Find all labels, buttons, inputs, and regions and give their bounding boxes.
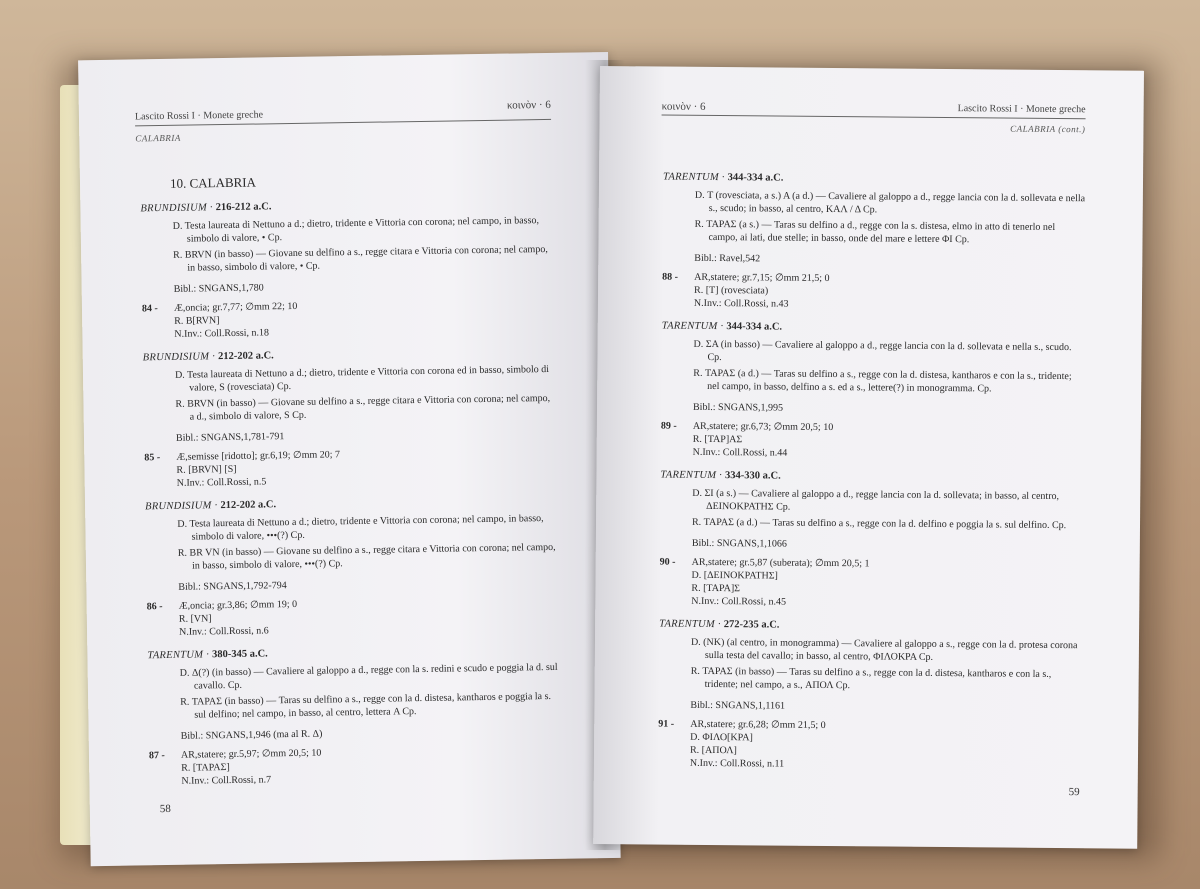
entry-bibl: Bibl.: SNGANS,1,780 xyxy=(173,282,264,295)
entry-date: 344-334 a.C. xyxy=(727,172,784,184)
coin-line: R. [BRVN] [S] xyxy=(176,463,237,476)
coin-record xyxy=(659,556,1083,612)
entry-date: 380-345 a.C. xyxy=(211,648,268,661)
running-head: Lascito Rossi I · Monete greche xyxy=(957,103,1086,116)
entry-bibl: Bibl.: SNGANS,1,792-794 xyxy=(178,580,287,593)
coin-number: 89 - xyxy=(660,420,677,432)
right-page xyxy=(593,66,1144,849)
entry-place: TARENTUM xyxy=(662,171,719,184)
coin-line: N.Inv.: Coll.Rossi, n.44 xyxy=(692,446,788,459)
coin-line: D. ΦΙΛΟ[ΚΡΑ] xyxy=(690,731,753,744)
coin-number: 90 - xyxy=(659,556,676,568)
entry-date: 272-235 a.C. xyxy=(723,619,780,631)
entry-reverse: R. ΤΑΡΑΣ (a d.) — Taras su delfino a s., regge con la d. delfino e poggia la s. sul delfino. Cp. xyxy=(691,516,1067,532)
running-head: Lascito Rossi I · Monete greche xyxy=(134,109,264,123)
entry-reverse: R. ΤΑΡΑΣ (in basso) — Taras su delfino a s., regge con la d. distesa, kantharos e poggia la s. sul delfino; nel campo, in basso, al centro, lettera Α Cp. xyxy=(180,690,552,721)
entry-obverse: D. Testa laureata di Nettuno a d.; dietro, tridente e Vittoria con corona; nel campo, in basso, simbolo di valore, • Cp. xyxy=(172,215,540,245)
entry-place: BRUNDISIUM xyxy=(142,351,210,364)
entry-reverse: R. ΤΑΡΑΣ (a s.) — Taras su delfino a d., regge con la s. distesa, elmo in atto di tenerlo nel campo, ai lati, due stelle; in basso, onde del mare e lettere ΦΙ Cp. xyxy=(694,218,1056,246)
entry-date: 212-202 a.C. xyxy=(217,350,274,363)
running-head-right: κοινὸν · 6 xyxy=(506,98,551,112)
entry-bibl: Bibl.: SNGANS,1,995 xyxy=(692,401,784,414)
entry-place: TARENTUM xyxy=(660,469,717,482)
catalog-entry: BRUNDISIUM · 212-202 a.C. D. Testa laureata di Nettuno a d.; dietro, tridente e Vittoria con corona; nel campo, in basso, simbolo di valore, •••(?) Cp. R. BR VN (in basso) — Giovane su delfino a s., regge citara e Vittoria con corona; nel campo, in basso, simbolo di valore, •••(?) Cp. Bibl.: SNGANS,1,792-794 86 - Æ,oncia; gr.3,86; ∅mm 19; 0 R. [VN] N.Inv.: Coll.Rossi, n.6 xyxy=(145,494,559,639)
entry-reverse: R. ΤΑΡΑΣ (a d.) — Taras su delfino a s., regge con la d. distesa, kantharos e con la s., tridente; nel campo, in basso, delfino a s. ed a s., lettere(?) in monogramma. Cp. xyxy=(693,367,1072,395)
coin-record xyxy=(661,420,1085,463)
coin-line: Æ,semisse [ridotto]; gr.6,19; ∅mm 20; 7 xyxy=(176,449,341,463)
coin-number: 86 - xyxy=(146,601,163,613)
coin-number: 87 - xyxy=(148,750,165,762)
coin-line: N.Inv.: Coll.Rossi, n.45 xyxy=(691,595,787,608)
left-content xyxy=(140,171,562,798)
coin-line: Æ,oncia; gr.7,77; ∅mm 22; 10 xyxy=(173,300,298,314)
entry-obverse: D. Testa laureata di Nettuno a d.; dietro, tridente e Vittoria con corona ed in basso, simbolo di valore, S (rovesciata) Cp. xyxy=(174,363,550,394)
catalog-entry: TARENTUM · 272-235 a.C. D. (NK) (al centro, in monogramma) — Cavaliere al galoppo a s., regge con la d. protesa corona sulla testa del cavallo; in basso, al centro, ΦΙΛΟΚΡΑ Cp. R. ΤΑΡΑΣ (in basso) — Taras su delfino a s., regge con la d. distesa, kantharos e con la s., tridente; nel campo, a s., ΑΠΟΛ Cp. Bibl.: SNGANS,1,1161 91 - AR,statere; gr.6,28; ∅mm 21,5; 0 D. ΦΙΛΟ[ΚΡΑ] R. [ΑΠΟΛ] N.Inv.: Coll.Rossi, n.11 xyxy=(658,618,1083,774)
catalog-entry: TARENTUM · 344-334 a.C. D. ΣΑ (in basso) — Cavaliere al galoppo a d., regge lancia con la d. sollevata e nella s., scudo. Cp. R. ΤΑΡΑΣ (a d.) — Taras su delfino a s., regge con la d. distesa, kantharos e con la s., tridente; nel campo, in basso, delfino a s. ed a s., lettere(?) in monogramma. Cp. Bibl.: SNGANS,1,995 89 - AR,statere; gr.6,73; ∅mm 20,5; 10 R. [ΤΑΡ]ΑΣ N.Inv.: Coll.Rossi, n.44 xyxy=(661,320,1086,463)
coin-line: Æ,oncia; gr.3,86; ∅mm 19; 0 xyxy=(178,598,298,612)
entry-obverse: D. Δ(?) (in basso) — Cavaliere al galoppo a d., regge con la s. redini e scudo e poggia la d. sul cavallo. Cp. xyxy=(179,661,558,692)
coin-number: 91 - xyxy=(658,718,675,730)
entry-place: BRUNDISIUM xyxy=(140,202,208,215)
entry-place: BRUNDISIUM xyxy=(145,500,212,513)
coin-line: AR,statere; gr.5,87 (suberata); ∅mm 20,5; 1 xyxy=(691,556,870,570)
coin-line: N.Inv.: Coll.Rossi, n.11 xyxy=(689,757,785,770)
coin-record xyxy=(658,718,1082,774)
entry-bibl: Bibl.: Ravel,542 xyxy=(694,252,761,265)
entry-place: TARENTUM xyxy=(661,320,718,333)
coin-line: AR,statere; gr.6,28; ∅mm 21,5; 0 xyxy=(690,718,826,731)
entry-reverse: R. ΤΑΡΑΣ (in basso) — Taras su delfino a s., regge con la d. distesa, kantharos e con la s., tridente; nel campo, a s., ΑΠΟΛ Cp. xyxy=(690,665,1052,692)
page-number: 59 xyxy=(1068,786,1080,799)
entry-bibl: Bibl.: SNGANS,1,1066 xyxy=(691,537,787,550)
entry-date: 216-212 a.C. xyxy=(215,201,272,214)
right-content xyxy=(658,171,1087,784)
coin-record xyxy=(144,445,557,490)
header-rule xyxy=(662,115,1086,120)
coin-line: N.Inv.: Coll.Rossi, n.43 xyxy=(693,297,789,310)
coin-line: N.Inv.: Coll.Rossi, n.6 xyxy=(178,625,269,638)
left-page xyxy=(78,52,621,866)
coin-line: D. [ΔΕΙΝΟΚΡΑΤΗΣ] xyxy=(691,569,778,582)
entry-place: TARENTUM xyxy=(147,649,204,662)
coin-line: N.Inv.: Coll.Rossi, n.18 xyxy=(174,327,270,340)
catalog-entry: TARENTUM · 380-345 a.C. D. Δ(?) (in basso) — Cavaliere al galoppo a d., regge con la s. redini e scudo e poggia la d. sul cavallo. Cp. R. ΤΑΡΑΣ (in basso) — Taras su delfino a s., regge con la d. distesa, kantharos e poggia la s. sul delfino; nel campo, in basso, al centro, lettera Α Cp. Bibl.: SNGANS,1,946 (ma al R. Δ) 87 - AR,statere; gr.5,97; ∅mm 20,5; 10 R. [ΤΑΡΑΣ] N.Inv.: Coll.Rossi, n.7 xyxy=(147,643,561,788)
entry-bibl: Bibl.: SNGANS,1,781-791 xyxy=(175,431,285,444)
coin-line: AR,statere; gr.6,73; ∅mm 20,5; 10 xyxy=(692,420,834,434)
coin-line: N.Inv.: Coll.Rossi, n.5 xyxy=(176,476,267,489)
catalog-entry: TARENTUM · 344-334 a.C. D. Τ (rovesciata, a s.) Α (a d.) — Cavaliere al galoppo a d., regge lancia con la d. sollevata e nella s., scudo; in basso, al centro, ΚΑΛ / Δ Cp. R. ΤΑΡΑΣ (a s.) — Taras su delfino a d., regge con la s. distesa, elmo in atto di tenerlo nel campo, ai lati, due stelle; in basso, onde del mare e lettere ΦΙ Cp. Bibl.: Ravel,542 88 - AR,statere; gr.7,15; ∅mm 21,5; 0 R. [Τ] (rovesciata) N.Inv.: Coll.Rossi, n.43 xyxy=(662,171,1087,314)
entry-obverse: D. Τ (rovesciata, a s.) Α (a d.) — Cavaliere al galoppo a d., regge lancia con la d. sollevata e nella s., scudo; in basso, al centro, ΚΑΛ / Δ Cp. xyxy=(694,189,1086,216)
section-label: CALABRIA xyxy=(135,132,181,144)
coin-line: N.Inv.: Coll.Rossi, n.7 xyxy=(181,774,272,787)
running-head-left: κοινὸν · 6 xyxy=(661,100,706,113)
coin-record xyxy=(147,594,560,639)
coin-line: R. [ΤΑΡ]ΑΣ xyxy=(692,433,743,446)
coin-number: 88 - xyxy=(662,271,679,283)
entry-obverse: D. (NK) (al centro, in monogramma) — Cavaliere al galoppo a s., regge con la d. protesa corona sulla testa del cavallo; in basso, al centro, ΦΙΛΟΚΡΑ Cp. xyxy=(690,636,1078,663)
entry-date: 334-330 a.C. xyxy=(725,470,781,482)
section-label: CALABRIA (cont.) xyxy=(1010,123,1086,135)
entry-obverse: D. Testa laureata di Nettuno a d.; dietro, tridente e Vittoria con corona; nel campo, in basso, simbolo di valore, •••(?) Cp. xyxy=(177,513,544,543)
coin-line: AR,statere; gr.5,97; ∅mm 20,5; 10 xyxy=(180,747,322,761)
page-number: 58 xyxy=(159,802,171,816)
coin-record xyxy=(149,743,562,788)
entry-reverse: R. BR VN (in basso) — Giovane su delfino a s., regge citara e Vittoria con corona; nel campo, in basso, simbolo di valore, •••(?) Cp. xyxy=(177,541,556,572)
catalog-entry: BRUNDISIUM · 216-212 a.C. D. Testa laureata di Nettuno a d.; dietro, tridente e Vittoria con corona; nel campo, in basso, simbolo di valore, • Cp. R. BRVN (in basso) — Giovane su delfino a s., regge citara e Vittoria con corona; nel campo, in basso, simbolo di valore, • Cp. Bibl.: SNGANS,1,780 84 - Æ,oncia; gr.7,77; ∅mm 22; 10 R. B[RVN] N.Inv.: Coll.Rossi, n.18 xyxy=(140,196,554,341)
entry-obverse: D. ΣΑ (in basso) — Cavaliere al galoppo a d., regge lancia con la d. sollevata e nella s., scudo. Cp. xyxy=(693,338,1072,364)
coin-line: R. B[RVN] xyxy=(174,315,220,327)
coin-line: R. [ΑΠΟΛ] xyxy=(689,744,737,757)
coin-record xyxy=(662,271,1086,314)
entry-reverse: R. BRVN (in basso) — Giovane su delfino a s., regge citara e Vittoria con corona; nel campo, in basso, simbolo di valore, • Cp. xyxy=(173,243,548,274)
entry-date: 212-202 a.C. xyxy=(220,499,277,512)
catalog-entry: BRUNDISIUM · 212-202 a.C. D. Testa laureata di Nettuno a d.; dietro, tridente e Vittoria con corona ed in basso, simbolo di valore, S (rovesciata) Cp. R. BRVN (in basso) — Giovane su delfino a s., regge citara e Vittoria con corona; nel campo, a d., simbolo di valore, S Cp. Bibl.: SNGANS,1,781-791 85 - Æ,semisse [ridotto]; gr.6,19; ∅mm 20; 7 R. [BRVN] [S] N.Inv.: Coll.Rossi, n.5 xyxy=(143,345,557,490)
coin-record xyxy=(142,296,555,341)
section-title: 10. CALABRIA xyxy=(169,174,257,191)
coin-number: 85 - xyxy=(144,452,161,464)
catalog-entry: TARENTUM · 334-330 a.C. D. ΣΙ (a s.) — Cavaliere al galoppo a d., regge lancia con la d. sollevata; in basso, al centro, ΔΕΙΝΟΚΡΑΤΗΣ Cp. R. ΤΑΡΑΣ (a d.) — Taras su delfino a s., regge con la d. delfino e poggia la s. sul delfino. Cp. Bibl.: SNGANS,1,1066 90 - AR,statere; gr.5,87 (suberata); ∅mm 20,5; 1 D. [ΔΕΙΝΟΚΡΑΤΗΣ] R. [ΤΑΡΑ]Σ N.Inv.: Coll.Rossi, n.45 xyxy=(659,469,1084,612)
coin-line: AR,statere; gr.7,15; ∅mm 21,5; 0 xyxy=(694,271,830,285)
coin-line: R. [Τ] (rovesciata) xyxy=(693,284,769,297)
entry-date: 344-334 a.C. xyxy=(726,321,783,333)
coin-line: R. [ΤΑΡΑΣ] xyxy=(181,762,230,774)
entry-place: TARENTUM xyxy=(659,618,716,631)
entry-reverse: R. BRVN (in basso) — Giovane su delfino a s., regge citara e Vittoria con corona; nel campo, a d., simbolo di valore, S Cp. xyxy=(175,392,551,423)
entry-bibl: Bibl.: SNGANS,1,1161 xyxy=(690,699,786,712)
entry-bibl: Bibl.: SNGANS,1,946 (ma al R. Δ) xyxy=(180,728,323,742)
coin-number: 84 - xyxy=(141,303,158,315)
coin-line: R. [ΤΑΡΑ]Σ xyxy=(691,582,741,595)
entry-obverse: D. ΣΙ (a s.) — Cavaliere al galoppo a d., regge lancia con la d. sollevata; in basso, al centro, ΔΕΙΝΟΚΡΑΤΗΣ Cp. xyxy=(692,487,1060,513)
coin-line: R. [VN] xyxy=(178,613,212,625)
